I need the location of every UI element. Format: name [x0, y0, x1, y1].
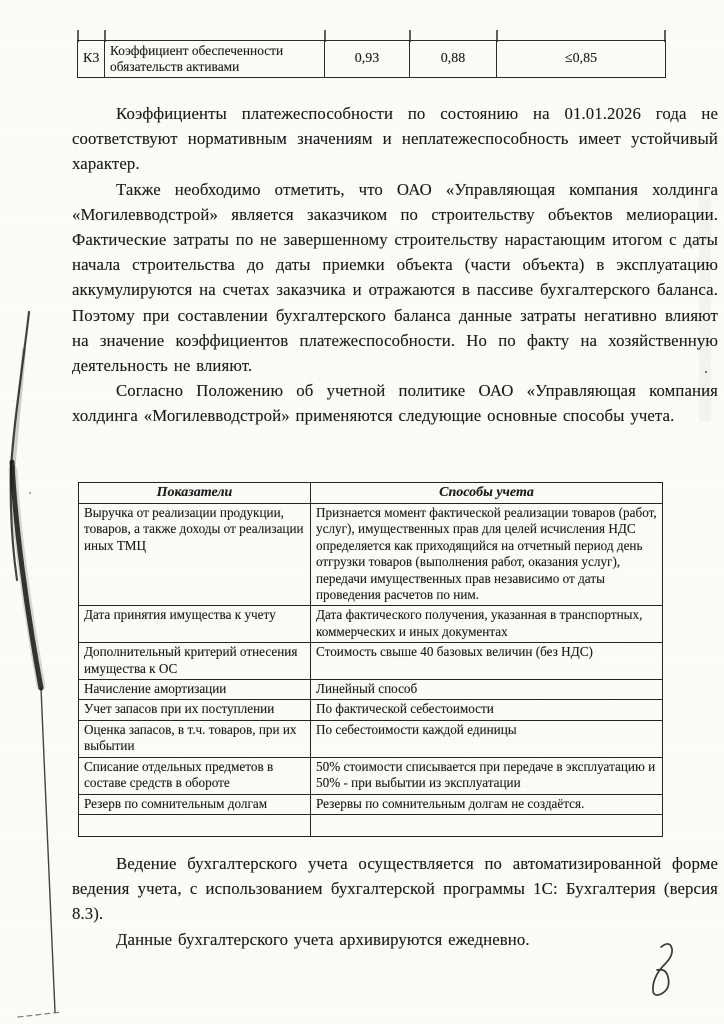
table-row	[79, 720, 663, 757]
indicator-cell: Дополнительный критерий отнесения имущества к ОС	[79, 643, 311, 680]
method-cell	[311, 814, 663, 836]
coef-value-end-cell: 0,88	[410, 41, 497, 78]
coef-code-cell: К3	[78, 41, 105, 78]
coef-name-cell: Коэффициент обеспеченности обязательств активами	[105, 41, 325, 78]
method-cell: Линейный способ	[311, 680, 663, 700]
indicator-cell	[79, 814, 311, 836]
ink-speck	[29, 492, 31, 494]
paragraph-solvency: Коэффициенты платежеспособности по состоянию на 01.01.2026 года не соответствуют нормативным значениям и неплатежеспособность имеет устойчивый характер.	[72, 104, 718, 174]
coef-value-start-cell: 0,93	[325, 41, 410, 78]
indicator-cell: Списание отдельных предметов в составе средств в обороте	[79, 757, 311, 794]
method-cell: По фактической себестоимости	[311, 700, 663, 720]
method-cell: Дата фактического получения, указанная в транспортных, коммерческих и иных документах	[311, 606, 663, 643]
table-row	[79, 606, 663, 643]
indicator-cell: Учет запасов при их поступлении	[79, 700, 311, 720]
indicator-cell: Дата принятия имущества к учету	[79, 606, 311, 643]
paragraph-accounting-policy-intro: Согласно Положению об учетной политике ОАО «Управляющая компания холдинга «Могилевводстрой» применяются следующие основные способы учета.	[72, 381, 718, 426]
table-row	[79, 680, 663, 700]
method-cell: Резервы по сомнительным долгам не создаётся.	[311, 794, 663, 814]
lower-text-block	[72, 851, 718, 952]
table-row	[79, 757, 663, 794]
accounting-methods-table	[78, 482, 663, 837]
coef-norm-cell: ≤0,85	[497, 41, 666, 78]
method-cell: Стоимость свыше 40 базовых величин (без НДС)	[311, 643, 663, 680]
indicator-cell: Оценка запасов, в т.ч. товаров, при их выбытии	[79, 720, 311, 757]
coefficient-table-fragment	[77, 40, 666, 78]
indicator-cell: Начисление амортизации	[79, 680, 311, 700]
paragraph-construction-costs: Также необходимо отметить, что ОАО «Управляющая компания холдинга «Могилевводстрой» является заказчиком по строительству объектов мелиорации. Фактические затраты по не завершенному строительству нарастающим итогом с даты начала строительства до даты приемки объекта (части объекта) в эксплуатацию аккумулируются на счетах заказчика и отражаются в пассиве бухгалтерского баланса. Поэтому при составлении бухгалтерского баланса данные затраты негативно влияют на значение коэффициентов платежеспособности. Но по факту на хозяйственную деятельность не влияют.	[72, 179, 718, 376]
header-methods: Способы учета	[311, 483, 663, 504]
table-row	[79, 504, 663, 606]
paragraph-daily-archiving: Данные бухгалтерского учета архивируются ежедневно.	[116, 929, 530, 949]
method-cell: Признается момент фактической реализации товаров (работ, услуг), имущественных прав для целей исчисления НДС определяется как приходящийся на отчетный период день отгрузки товаров (выполнения работ, оказания услуг), передачи имущественных прав независимо от даты проведения расчетов по ним.	[311, 504, 663, 606]
method-cell: 50% стоимости списывается при передаче в эксплуатацию и 50% - при выбытии из эксплуатации	[311, 757, 663, 794]
indicator-cell: Резерв по сомнительным долгам	[79, 794, 311, 814]
upper-text-block	[72, 101, 718, 429]
table-row	[79, 794, 663, 814]
table-row	[78, 41, 666, 78]
table-row	[79, 700, 663, 720]
table-empty-row	[79, 814, 663, 836]
table-row	[79, 643, 663, 680]
indicator-cell: Выручка от реализации продукции, товаров, а также доходы от реализации иных ТМЦ	[79, 504, 311, 606]
header-indicators: Показатели	[79, 483, 311, 504]
table-header-row	[79, 483, 663, 504]
method-cell: По себестоимости каждой единицы	[311, 720, 663, 757]
paragraph-automated-accounting: Ведение бухгалтерского учета осуществляется по автоматизированной форме ведения учета, с использованием бухгалтерской программы 1С: Бухгалтерия (версия 8.3).	[72, 854, 718, 924]
scan-crease-artifact	[11, 312, 62, 1017]
